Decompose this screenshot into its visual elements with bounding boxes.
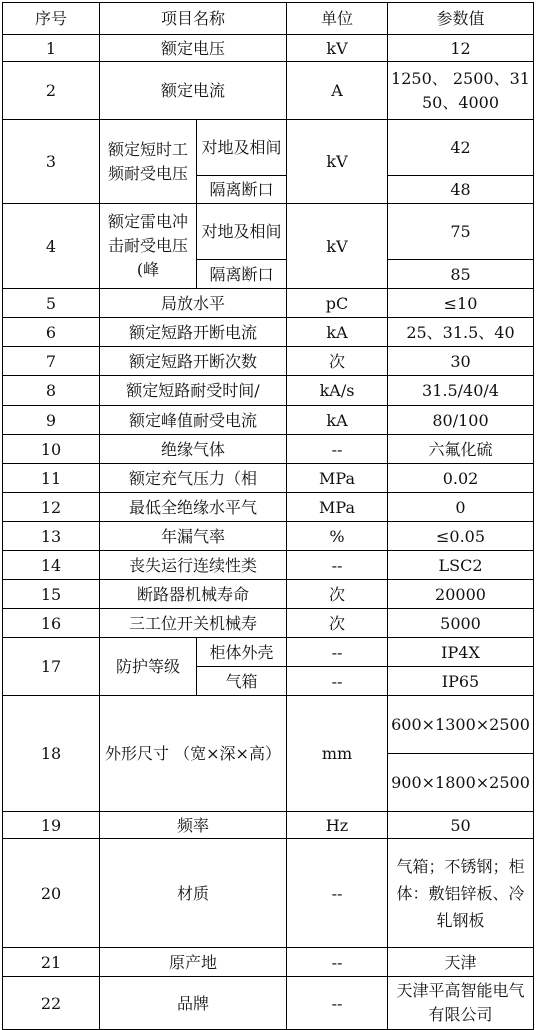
- row-seq: 22: [3, 977, 100, 1030]
- row-seq: 10: [3, 435, 100, 464]
- row-name: 防护等级: [100, 638, 197, 696]
- row-seq: 16: [3, 609, 100, 638]
- row-value: ≤10: [388, 289, 534, 318]
- row-seq: 17: [3, 638, 100, 696]
- row-unit: 次: [287, 580, 388, 609]
- row-value: 天津: [388, 948, 534, 977]
- row-seq: 3: [3, 120, 100, 204]
- row-unit: kA: [287, 406, 388, 435]
- row-name: 年漏气率: [100, 522, 287, 551]
- row-name: 三工位开关机械寿: [100, 609, 287, 638]
- row-seq: 15: [3, 580, 100, 609]
- row-name: 额定电流: [100, 62, 287, 120]
- row-seq: 13: [3, 522, 100, 551]
- table-row: [3, 522, 534, 551]
- header-unit: 单位: [287, 3, 388, 35]
- row-name: 额定短路开断电流: [100, 318, 287, 347]
- table-row: [3, 35, 534, 62]
- header-seq: 序号: [3, 3, 100, 35]
- sub-unit: --: [287, 667, 388, 696]
- row-seq: 20: [3, 839, 100, 948]
- parameter-table: [2, 2, 534, 1030]
- row-name: 品牌: [100, 977, 287, 1030]
- row-seq: 19: [3, 812, 100, 839]
- table-row: [3, 551, 534, 580]
- row-value: 20000: [388, 580, 534, 609]
- header-name: 项目名称: [100, 3, 287, 35]
- row-unit: --: [287, 839, 388, 948]
- sub-value: 75: [388, 204, 534, 260]
- table-row: [3, 62, 534, 120]
- row-unit: MPa: [287, 464, 388, 493]
- table-row: [3, 609, 534, 638]
- sub-value: 48: [388, 176, 534, 204]
- row-value: 天津平高智能电气有限公司: [388, 977, 534, 1030]
- row-name: 局放水平: [100, 289, 287, 318]
- row-unit: Hz: [287, 812, 388, 839]
- row-unit: MPa: [287, 493, 388, 522]
- row-unit: --: [287, 435, 388, 464]
- row-seq: 5: [3, 289, 100, 318]
- row-name: 额定电压: [100, 35, 287, 62]
- sub-name: 柜体外壳: [197, 638, 287, 667]
- row-value: 0: [388, 493, 534, 522]
- row-unit: --: [287, 551, 388, 580]
- row-value: 0.02: [388, 464, 534, 493]
- row-name: 丧失运行连续性类: [100, 551, 287, 580]
- row-seq: 11: [3, 464, 100, 493]
- sub-name: 气箱: [197, 667, 287, 696]
- sub-name: 隔离断口: [197, 176, 287, 204]
- sub-name: 对地及相间: [197, 120, 287, 176]
- row-unit: pC: [287, 289, 388, 318]
- table-row: [3, 839, 534, 948]
- row-name: 材质: [100, 839, 287, 948]
- table-row: [3, 120, 534, 176]
- row-unit: kA: [287, 318, 388, 347]
- row-name: 频率: [100, 812, 287, 839]
- row-seq: 2: [3, 62, 100, 120]
- table-row: [3, 812, 534, 839]
- row-seq: 14: [3, 551, 100, 580]
- row-name: 外形尺寸 （宽×深×高）: [100, 696, 287, 812]
- row-name: 断路器机械寿命: [100, 580, 287, 609]
- row-seq: 8: [3, 376, 100, 406]
- sub-value: 85: [388, 260, 534, 289]
- row-value: 12: [388, 35, 534, 62]
- table-row: [3, 696, 534, 754]
- row-name: 额定短路耐受时间/: [100, 376, 287, 406]
- row-name: 原产地: [100, 948, 287, 977]
- table-row: [3, 638, 534, 667]
- row-name: 额定短路开断次数: [100, 347, 287, 376]
- row-value: 900×1800×2500: [388, 754, 534, 812]
- row-value: 31.5/40/4: [388, 376, 534, 406]
- row-value: 5000: [388, 609, 534, 638]
- header-row: [3, 3, 534, 35]
- sub-unit: --: [287, 638, 388, 667]
- header-value: 参数值: [388, 3, 534, 35]
- row-name: 额定短时工频耐受电压: [100, 120, 197, 204]
- row-seq: 21: [3, 948, 100, 977]
- row-unit: 次: [287, 609, 388, 638]
- sub-value: 42: [388, 120, 534, 176]
- sub-name: 隔离断口: [197, 260, 287, 289]
- table-row: [3, 948, 534, 977]
- sub-value: IP65: [388, 667, 534, 696]
- table-row: [3, 435, 534, 464]
- row-value: 30: [388, 347, 534, 376]
- row-seq: 9: [3, 406, 100, 435]
- table-row: [3, 376, 534, 406]
- row-value: 气箱；不锈钢；柜体：敷铝锌板、冷轧钢板: [388, 839, 534, 948]
- row-value: 600×1300×2500: [388, 696, 534, 754]
- table-row: [3, 580, 534, 609]
- row-value: 六氟化硫: [388, 435, 534, 464]
- table-row: [3, 318, 534, 347]
- row-name: 绝缘气体: [100, 435, 287, 464]
- table-row: [3, 347, 534, 376]
- table-row: [3, 493, 534, 522]
- row-unit: kV: [287, 120, 388, 204]
- row-seq: 7: [3, 347, 100, 376]
- row-value: 50: [388, 812, 534, 839]
- table-row: [3, 464, 534, 493]
- row-name: 额定充气压力（相: [100, 464, 287, 493]
- sub-name: 对地及相间: [197, 204, 287, 260]
- row-name: 额定峰值耐受电流: [100, 406, 287, 435]
- row-seq: 18: [3, 696, 100, 812]
- row-seq: 6: [3, 318, 100, 347]
- row-name: 最低全绝缘水平气: [100, 493, 287, 522]
- row-unit: --: [287, 977, 388, 1030]
- row-value: 1250、 2500、3150、4000: [388, 62, 534, 120]
- sub-value: IP4X: [388, 638, 534, 667]
- table-row: [3, 406, 534, 435]
- row-name: 额定雷电冲击耐受电压(峰: [100, 204, 197, 289]
- row-unit: --: [287, 948, 388, 977]
- table-row: [3, 204, 534, 260]
- row-unit: kA/s: [287, 376, 388, 406]
- row-unit: kV: [287, 204, 388, 289]
- row-value: ≤0.05: [388, 522, 534, 551]
- row-unit: A: [287, 62, 388, 120]
- row-value: 80/100: [388, 406, 534, 435]
- row-unit: kV: [287, 35, 388, 62]
- row-unit: mm: [287, 696, 388, 812]
- table-row: [3, 977, 534, 1030]
- row-value: LSC2: [388, 551, 534, 580]
- row-unit: %: [287, 522, 388, 551]
- row-seq: 12: [3, 493, 100, 522]
- row-seq: 4: [3, 204, 100, 289]
- row-unit: 次: [287, 347, 388, 376]
- table-row: [3, 289, 534, 318]
- row-value: 25、31.5、40: [388, 318, 534, 347]
- row-seq: 1: [3, 35, 100, 62]
